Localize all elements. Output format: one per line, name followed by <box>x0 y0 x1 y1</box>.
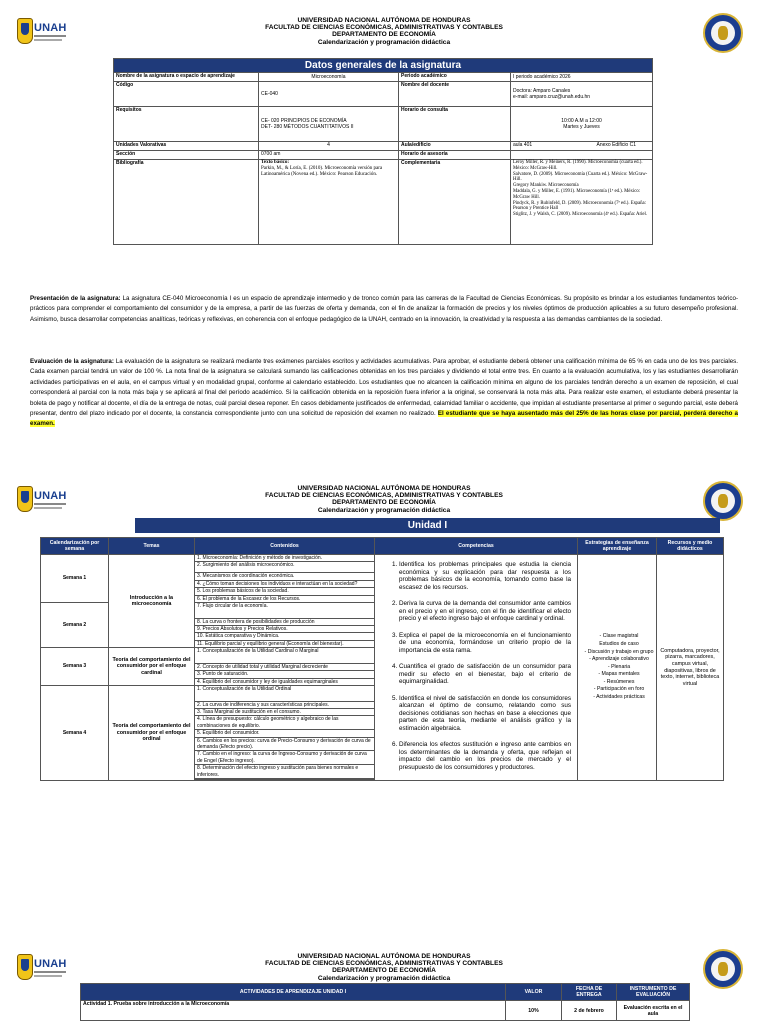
unah-logo-text: UNAH <box>34 22 67 34</box>
header-title: UNIVERSIDAD NACIONAL AUTÓNOMA DE HONDURAS FACULTAD DE CIENCIAS ECONÓMICAS, ADMINISTRATIVAS Y CONTABLES DEPARTAMENTO DE ECONOMÍA Calendarización y programación didáctica <box>265 953 503 982</box>
evaluacion-paragraph: Evaluación de la asignatura: La evaluación de la asignatura se realizará mediante tres exámenes parciales escritos y actividades acumulativas. Para aprobar, el estudiante deberá obtener una calificación mínima de 65 % en cada uno de los tres parciales. Cada examen parcial tendrá un valor de 100 %. La nota final de la asignatura se calculará sumando las calificaciones obtenidas en los tres parciales y dividiendo el total entre tres. En cuanto a la evaluación acumulativa, los y las estudiantes desarrollarán actividades participativas en el aula, en el campus virtual y en modalidad grupal, conforme al calendario establecido. Los estudiantes que no alcancen la calificación mínima en alguno de los parciales tendrán derecho a un examen de reposición, el cual corresponderá al parcial con la nota más baja y se aplicará al final del período académico. Si la calificación obtenida en la reposición fuera inferior a la original, se conservará la nota más alta. Para realizar este examen, el estudiante deberá presentar la boleta de pago y notificar al docente, el día de la entrega de notas, cuál parcial desea reponer. En casos debidamente justificados de enfermedad, calamidad familiar o accidente, que impidan al estudiante presentarse al primer o segundo parcial, este deberá presentar, dentro del plazo indicado por el docente, la constancia correspondiente junto con una solicitud de reposición del examen no realizado. El estudiante que se haya ausentado más del 25% de las horas clase por parcial, perderá derecho a examen. <box>30 358 739 428</box>
contenido-item: 10. Estática comparativa y Dinámica. <box>195 633 375 640</box>
contenido-item: 4. Equilibrio del consumidor y ley de igualdades equimarginales <box>195 678 375 685</box>
contenido-item: 11. Equilibrio parcial y equilibrio general (Economía del bienestar). <box>195 640 375 647</box>
economia-seal-icon <box>703 949 743 989</box>
economia-seal-icon <box>703 481 743 521</box>
unah-logo: UNAH <box>17 954 67 982</box>
contenido-item: 3. Mecanismos de coordinación económica. <box>195 573 375 580</box>
contenido-item: 8. Determinación del efecto ingreso y sustitución para bienes normales e inferiores. <box>195 765 375 779</box>
semana-3-label: Semana 3 <box>41 648 109 686</box>
contenido-item: 4. ¿Cómo toman decisiones los individuos e interactúan en la sociedad? <box>195 580 375 587</box>
recursos-cell: Computadora, proyector, pizarra, marcadores, campus virtual, diapositivas, libros de texto, internet, biblioteca virtual <box>657 555 724 781</box>
semana-4-label: Semana 4 <box>41 685 109 780</box>
estrategias-cell: - Clase magistral Estudios de caso - Discusión y trabajo en grupo - Aprendizaje colaborativo - Plenaria - Mapas mentales - Resúmenes - Participación en foro - Actividades prácticas <box>578 555 657 781</box>
header-title: UNIVERSIDAD NACIONAL AUTÓNOMA DE HONDURAS FACULTAD DE CIENCIAS ECONÓMICAS, ADMINISTRATIVAS Y CONTABLES DEPARTAMENTO DE ECONOMÍA Calendarización y programación didáctica <box>265 485 503 514</box>
tema-ordinal: Teoría del comportamiento del consumidor por el enfoque ordinal <box>109 685 195 780</box>
semana-1-label: Semana 1 <box>41 555 109 603</box>
contenido-item: 3. Tasa Marginal de sustitución en el consumo. <box>195 708 375 715</box>
contenido-item: 6. El problema de la Escasez de los Recursos. <box>195 595 375 602</box>
tema-cardinal: Teoría del comportamiento del consumidor por el enfoque cardinal <box>109 648 195 686</box>
contenido-item: 1. Conceptualización de la Utilidad Cardinal o Marginal <box>195 648 375 664</box>
unah-crest-icon <box>17 486 33 512</box>
contenido-item: 5. Los problemas básicos de la sociedad. <box>195 588 375 595</box>
unah-crest-icon <box>17 954 33 980</box>
contenido-item: 5. Equilibrio del consumidor. <box>195 730 375 737</box>
economia-seal-icon <box>703 13 743 53</box>
absence-warning-highlight: El estudiante que se haya ausentado más del 25% de las horas clase por parcial, perderá derecho a examen. <box>30 410 739 428</box>
contenido-item: 7. Cambio en el ingreso: la curva de Ingreso-Consumo y derivación de curva de Engel (Efecto ingreso). <box>195 751 375 765</box>
table-row: Actividad 1. Prueba sobre introducción a la Microeconomía 10% 2 de febrero Evaluación escrita en el aula <box>81 1001 690 1021</box>
contenido-item: 2. La curva de indiferencia y sus características principales. <box>195 701 375 708</box>
contenido-item: 3. Punto de saturación. <box>195 671 375 678</box>
actividades-table: ACTIVIDADES DE APRENDIZAJE UNIDAD I VALOR FECHA DE ENTREGA INSTRUMENTO DE EVALUACIÓN Actividad 1. Prueba sobre introducción a la Microeconomía 10% 2 de febrero Evaluación escrita en el aula <box>80 983 690 1021</box>
presentacion-paragraph: Presentación de la asignatura: La asignatura CE-040 Microeconomía I es un espacio de aprendizaje intermedio y de tronco común para las carreras de la Facultad de Ciencias Económicas. Su propósito es brindar a los estudiantes fundamentos teórico-prácticos para comprender el comportamiento del consumidor y de la empresa, a partir de las fuerzas de oferta y demanda, con el fin de analizar la formación de precios y los niveles óptimos de producción aplicables a su futuro desempeño profesional. Asimismo, busca desarrollar competencias analíticas, teóricas y reflexivas, en coherencia con el enfoque pedagógico de la UNAH, centrado en la innovación, la creatividad y la respuesta a las demandas cambiantes de la sociedad. <box>30 295 738 323</box>
contenido-item: 8. La curva o frontera de posibilidades de producción <box>195 618 375 625</box>
contenido-item: 6. Cambios en los precios: curva de Precio-Consumo y derivación de curva de demanda (Efecto precio). <box>195 737 375 751</box>
contenido-item: 1. Conceptualización de la Utilidad Ordinal <box>195 685 375 701</box>
tema-introduccion: Introducción a la microeconomía <box>109 555 195 648</box>
unidad-title: Unidad I <box>135 518 720 533</box>
semana-2-label: Semana 2 <box>41 603 109 648</box>
competencias-cell: 1. Identifica los problemas principales que estudia la ciencia económica y su explicación para dar respuesta a los problemas básicos de la economía, tomando como base la escasez de los recursos. 2. Deriva la curva de la demanda del consumidor ante cambios en el precio y en el ingreso, con el fin de identificar el efecto precio y el efecto ingreso bajo el enfoque cardinal y ordinal. 3. Explica el papel de la microeconomía en el funcionamiento de una economía, formándose un criterio propio de la importancia de esta rama. 4. Cuantifica el grado de satisfacción de un consumidor para medir su efecto en el bienestar, bajo el criterio de equimarginalidad. 5. Identifica el nivel de satisfacción en donde los consumidores alcanzan el óptimo de consumo, relatando como sus decisiones cotidianas son hechas en base a elecciones que parten de esta teoría, mediante el análisis gráfico y la estimación algebraica. 6. Diferencia los efectos sustitución e ingreso ante cambios en los determinantes de la demanda y oferta, que reflejan el impacto del cambio en los precios de mercado y el presupuesto de los consumidores y productores. <box>375 555 578 781</box>
contenido-item: 2. Surgimiento del análisis microeconómico. <box>195 562 375 573</box>
unah-logo: UNAH <box>17 486 67 514</box>
unidad-table: Calendarización por semana Temas Contenidos Competencias Estrategias de enseñanza aprendizaje Recursos y medio didácticos Semana 1 Introducción a la microeconomía 1. Microeconomía: Definición y método de investigación. 1. Identifica los problemas principales que estudia la ciencia económica y su explicación para dar respuesta a los problemas básicos de la economía, tomando como base la escasez de los recursos. 2. Deriva la curva de la demanda del consumidor ante cambios en el precio y en el ingreso, con el fin de identificar el efecto precio y el efecto ingreso bajo el enfoque cardinal y ordinal. 3. Explica el papel de la microeconomía en el funcionamiento de una economía, formándose un criterio propio de la importancia de esta rama. 4. Cuantifica el grado de satisfacción de un consumidor para medir su efecto en el bienestar, bajo el criterio de equimarginalidad. 5. Identifica el nivel de satisfacción en donde los consumidores alcanzan el óptimo de consumo, relatando como sus decisiones cotidianas son hechas en base a elecciones que parten de esta teoría, mediante el análisis gráfico y la estimación algebraica. 6. Diferencia los efectos sustitución e ingreso ante cambios en los determinantes de la demanda y oferta, que reflejan el impacto del cambio en los precios de mercado y el presupuesto de los consumidores y productores. - Clase magistral Estudios de caso - Discusión y trabajo en grupo - Aprendizaje colaborativo - Plenaria - Mapas mentales - Resúmenes - Participación en foro - Actividades prácticas Computadora, proyector, pizarra, marcadores, campus virtual, diapositivas, libros de texto, internet, biblioteca virtual 2. Surgimiento del análisis microeconómico. 3. Mecanismos de coordinación económica. 4. ¿Cómo toman decisiones los individuos e interactúan en la sociedad? 5. Los problemas básicos de la sociedad. 6. El problema de la Escasez de los Recursos. Semana 2 7. Flujo circular de la economía. 8. La curva o frontera de posibilidades de producción 9. Precios Absolutos y Precios Relativos. 10. Estática comparativa y Dinámica. 11. Equilibrio parcial y equilibrio general (Economía del bienestar). Semana 3 Teoría del comportamiento del consumidor por el enfoque cardinal 1. Conceptualización de la Utilidad Cardinal o Marginal 2. Concepto de utilidad total y utilidad Marginal decreciente 3. Punto de saturación. 4. Equilibrio del consumidor y ley de igualdades equimarginales Semana 4 Teoría del comportamiento del consumidor por el enfoque ordinal 1. Conceptualización de la Utilidad Ordinal 2. La curva de indiferencia y sus características principales. 3. Tasa Marginal de sustitución en el consumo. 4. Línea de presupuesto: cálculo geométrico y algebraico de las combinaciones de equilibrio. 5. Equilibrio del consumidor. 6. Cambios en los precios: curva de Precio-Consumo y derivación de curva de demanda (Efecto precio). 7. Cambio en el ingreso: la curva de Ingreso-Consumo y derivación de curva de Engel (Efecto ingreso). 8. Determinación del efecto ingreso y sustitución para bienes normales e inferiores. <box>40 537 724 781</box>
contenido-item: 4. Línea de presupuesto: cálculo geométrico y algebraico de las combinaciones de equilibrio. <box>195 716 375 730</box>
contenido-item: 7. Flujo circular de la economía. <box>195 603 375 619</box>
header-title: UNIVERSIDAD NACIONAL AUTÓNOMA DE HONDURAS FACULTAD DE CIENCIAS ECONÓMICAS, ADMINISTRATIVAS Y CONTABLES DEPARTAMENTO DE ECONOMÍA Calendarización y programación didáctica <box>265 17 503 46</box>
page-header <box>0 12 768 56</box>
page-1 <box>0 0 768 460</box>
unah-logo <box>17 18 67 46</box>
unah-crest-icon <box>17 18 33 44</box>
contenido-item: 2. Concepto de utilidad total y utilidad Marginal decreciente <box>195 663 375 670</box>
contenido-item: 1. Microeconomía: Definición y método de investigación. <box>195 555 375 562</box>
general-data-title: Datos generales de la asignatura <box>114 59 653 73</box>
contenido-item: 9. Precios Absolutos y Precios Relativos. <box>195 625 375 632</box>
general-data-table: Datos generales de la asignatura Nombre de la asignatura o espacio de aprendizaje Microeconomía Periodo académico I periodo académico 2026 Código CE-040 Nombre del docente Doctora: Amparo Canales e-mail: amparo.cruz@unah.edu.hn Requisitos CE- 020 PRINCIPIOS DE ECONOMÍA DET- 280 MÉTODOS CUANTITATIVOS II Horario de consulta 10:00 A.M a 12:00 Martes y Jueves Unidades Valorativas 4 Aula/edificio aula 401 Anexo Edificio C1 Sección 0700 am Horario de asesoría Bibliografía Texto básico: Parkin, M., & Loría, E. (2010). Microeconomía versión para Latinoamérica (Novena ed.). México: Pearson Educación. Complementaria Leroy Miller, R. y Meiners, R. (1990). Microeconomía (cuarta ed.). México: McGraw-Hill. Salvatore, D. (2009). Microeconomía (Cuarta ed.). México: McGraw-Hill. Gregory Mankiw. Microeconomía Maddala, G. y Miller, E. (1991). Microeconomía (1ª ed.). México: McGraw Hill. Pindyck, R. y Rubinfeld, D. (2009). Microeconomía (7ª ed.). España: Pearson y Prentice Hall Stiglitz, J. y Walsh, C. (2009). Microeconomía (4ª ed.). España: Ariel. <box>113 58 653 245</box>
